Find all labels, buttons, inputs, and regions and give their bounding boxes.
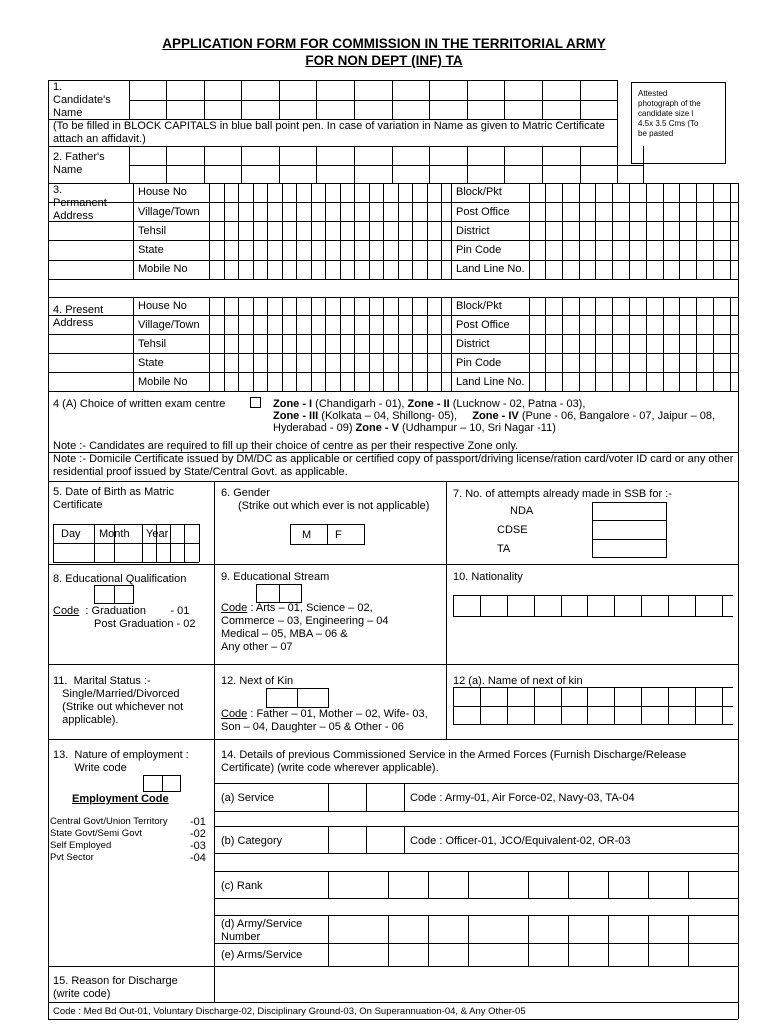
grid-line xyxy=(730,297,731,391)
present-address-field-label: Post Office xyxy=(456,319,510,331)
grid-line xyxy=(428,915,429,966)
grid-line xyxy=(238,183,239,279)
exam-centre-checkbox[interactable] xyxy=(250,397,261,408)
grid-line xyxy=(612,297,613,391)
grid-line xyxy=(545,297,546,391)
grid-line xyxy=(325,297,326,391)
permanent-address-field-label: District xyxy=(456,225,490,237)
grid-line xyxy=(48,334,738,335)
grid-line xyxy=(580,146,581,183)
grid-line xyxy=(354,80,355,119)
grid-line xyxy=(224,297,225,391)
arms-service-label: (e) Arms/Service xyxy=(221,949,303,961)
permanent-address-label: 3. Permanent Address xyxy=(53,184,107,222)
education-code-2: Post Graduation - 02 xyxy=(94,618,196,630)
grid-line xyxy=(48,221,738,222)
grid-line xyxy=(695,595,696,616)
grid-line xyxy=(238,297,239,391)
gender-m-box[interactable]: M xyxy=(290,524,328,545)
grid-line xyxy=(534,687,535,724)
grid-line xyxy=(641,687,642,724)
grid-line xyxy=(296,183,297,279)
domicile-note: Note :- Domicile Certificate issued by DM/DC as applicable or certified copy of passport/driving license/ration card/voter ID card or any other residential proof issued by State/Central Govt. as applicable. xyxy=(53,453,734,478)
present-address-label: 4. Present Address xyxy=(53,304,104,329)
form-title-line2: FOR NON DEPT (INF) TA xyxy=(305,53,463,68)
permanent-address-field-label: State xyxy=(138,244,164,256)
present-address-field-label: House No xyxy=(138,300,187,312)
grid-line xyxy=(311,183,312,279)
grid-line xyxy=(48,353,738,354)
grid-line xyxy=(713,297,714,391)
grid-line xyxy=(427,297,428,391)
grid-line xyxy=(534,595,535,616)
grid-line xyxy=(542,146,543,183)
grid-line xyxy=(429,80,430,119)
grid-line xyxy=(199,524,200,562)
grid-line xyxy=(453,595,733,596)
previous-service-label: 14. Details of previous Commissioned Service in the Armed Forces (Furnish Discharge/Release Certificate) (write code wherever applicable). xyxy=(221,749,687,774)
grid-line xyxy=(253,183,254,279)
grid-line xyxy=(561,595,562,616)
form-title-line1: APPLICATION FORM FOR COMMISSION IN THE TERRITORIAL ARMY xyxy=(162,36,606,51)
grid-line xyxy=(282,297,283,391)
grid-line xyxy=(561,687,562,724)
employment-label: 13. Nature of employment : Write code xyxy=(53,749,189,774)
grid-line xyxy=(53,562,199,563)
grid-line xyxy=(641,595,642,616)
grid-line xyxy=(453,595,454,616)
grid-line xyxy=(663,297,664,391)
grid-line xyxy=(480,687,481,724)
zone-line-1: Zone - I (Chandigarh - 01), Zone - II (Lucknow - 02, Patna - 03), xyxy=(273,398,586,410)
permanent-address-field-label: Village/Town xyxy=(138,206,200,218)
grid-line xyxy=(679,297,680,391)
grid-line xyxy=(53,543,199,544)
grid-line xyxy=(648,871,649,898)
permanent-address-field-label: Land Line No. xyxy=(456,263,525,275)
next-of-kin-codes: Code : Father – 01, Mother – 02, Wife- 03, Son – 04, Daughter – 05 & Other - 06 xyxy=(221,708,428,733)
dob-year-label: Year xyxy=(146,528,169,540)
present-address-field-label: District xyxy=(456,338,490,350)
grid-line xyxy=(354,146,355,183)
grid-line xyxy=(453,616,733,617)
grid-line xyxy=(325,183,326,279)
grid-line xyxy=(595,297,596,391)
grid-line xyxy=(166,80,167,119)
grid-line xyxy=(241,146,242,183)
grid-line xyxy=(614,687,615,724)
grid-line xyxy=(279,80,280,119)
grid-line xyxy=(316,80,317,119)
grid-line xyxy=(568,915,569,966)
education-code-1: Code : Graduation - 01 xyxy=(53,605,190,617)
zone-line-2: Zone - III (Kolkata – 04, Shillong- 05), Zone - IV (Pune - 06, Bangalore - 07, Jaipur – 08, xyxy=(273,410,716,422)
present-address-field-label: Mobile No xyxy=(138,376,188,388)
grid-line xyxy=(587,687,588,724)
nationality-label: 10. Nationality xyxy=(453,571,523,583)
dob-label: 5. Date of Birth as Matric Certificate xyxy=(53,486,175,511)
zone-note: Note :- Candidates are required to fill up their choice of centre as per their respective Zone only. xyxy=(53,440,519,452)
grid-line xyxy=(580,80,581,119)
grid-line xyxy=(279,146,280,183)
employment-code-name: Central Govt/Union Territory xyxy=(50,816,168,827)
candidate-name-label: 1. Candidate's Name xyxy=(53,81,111,119)
grid-line xyxy=(441,297,442,391)
stream-codes: Code : Arts – 01, Science – 02, Commerce – 03, Engineering – 04 Medical – 05, MBA – 06 & Any other – 07 xyxy=(221,602,389,653)
grid-line xyxy=(94,524,95,562)
present-address-field-label: State xyxy=(138,357,164,369)
grid-line xyxy=(340,183,341,279)
service-number-label: (d) Army/Service Number xyxy=(221,918,303,943)
grid-line xyxy=(453,706,733,707)
grid-line xyxy=(663,183,664,279)
permanent-address-field-label: Pin Code xyxy=(456,244,502,256)
employment-code-name: Pvt Sector xyxy=(50,852,94,863)
grid-line xyxy=(480,595,481,616)
grid-line xyxy=(48,297,738,298)
grid-line xyxy=(587,595,588,616)
present-address-field-label: Block/Pkt xyxy=(456,300,502,312)
exam-centre-label: 4 (A) Choice of written exam centre xyxy=(53,398,226,410)
grid-line xyxy=(224,183,225,279)
gender-sub: (Strike out which ever is not applicable) xyxy=(238,500,430,512)
discharge-reason-label: 15. Reason for Discharge (write code) xyxy=(53,975,178,1000)
grid-line xyxy=(629,183,630,279)
grid-line xyxy=(722,595,723,616)
grid-line xyxy=(383,183,384,279)
grid-line xyxy=(646,297,647,391)
grid-line xyxy=(253,297,254,391)
employment-code-value: -01 xyxy=(190,816,206,828)
grid-line xyxy=(562,183,563,279)
grid-line xyxy=(267,297,268,391)
ssb-label: 7. No. of attempts already made in SSB for :- xyxy=(453,488,672,500)
grid-line xyxy=(568,871,569,898)
grid-line xyxy=(648,915,649,966)
grid-line xyxy=(646,183,647,279)
ssb-nda: NDA xyxy=(510,505,534,517)
grid-line xyxy=(204,80,205,119)
grid-line xyxy=(713,183,714,279)
grid-line xyxy=(614,595,615,616)
grid-line xyxy=(579,297,580,391)
grid-line xyxy=(184,524,185,562)
education-label: 8. Educational Qualification xyxy=(53,573,187,585)
grid-line xyxy=(688,871,689,898)
marital-status-label: 11. Marital Status :- Single/Married/Divorced (Strike out whichever not applicable). xyxy=(53,675,184,726)
grid-line xyxy=(282,183,283,279)
present-address-field-label: Pin Code xyxy=(456,357,502,369)
ssb-ta: TA xyxy=(497,543,511,555)
service-codes: Code : Army-01, Air Force-02, Navy-03, TA-04 xyxy=(410,792,635,804)
present-address-field-label: Tehsil xyxy=(138,338,167,350)
grid-line xyxy=(267,183,268,279)
grid-line xyxy=(453,687,733,688)
grid-line xyxy=(311,297,312,391)
grid-line xyxy=(383,297,384,391)
grid-line xyxy=(453,687,454,724)
category-codes: Code : Officer-01, JCO/Equivalent-02, OR-03 xyxy=(410,835,631,847)
permanent-address-field-label: Post Office xyxy=(456,206,510,218)
grid-line xyxy=(668,687,669,724)
employment-code-value: -02 xyxy=(190,828,206,840)
grid-line xyxy=(504,146,505,183)
ssb-attempt-boxes[interactable] xyxy=(592,502,667,558)
grid-line xyxy=(429,146,430,183)
grid-line xyxy=(392,80,393,119)
gender-label: 6. Gender xyxy=(221,487,270,499)
grid-line xyxy=(467,80,468,119)
present-address-field-label: Land Line No. xyxy=(456,376,525,388)
grid-line xyxy=(528,871,529,898)
next-of-kin-label: 12. Next of Kin xyxy=(221,675,294,687)
permanent-address-field-label: Tehsil xyxy=(138,225,167,237)
rank-label: (c) Rank xyxy=(221,880,263,892)
employment-code-value: -03 xyxy=(190,840,206,852)
grid-line xyxy=(48,260,738,261)
permanent-address-field-label: House No xyxy=(138,186,187,198)
father-name-label: 2. Father's Name xyxy=(53,151,105,176)
dob-day-label: Day xyxy=(61,528,81,540)
service-label: (a) Service xyxy=(221,792,275,804)
grid-line xyxy=(696,297,697,391)
grid-line xyxy=(629,297,630,391)
category-label: (b) Category xyxy=(221,835,283,847)
grid-line xyxy=(608,915,609,966)
grid-line xyxy=(696,183,697,279)
grid-line xyxy=(48,372,738,373)
grid-line xyxy=(241,80,242,119)
grid-line xyxy=(328,871,329,898)
grid-line xyxy=(328,915,329,966)
discharge-codes: Code : Med Bd Out-01, Voluntary Discharge-02, Disciplinary Ground-03, On Superannuation-04, & Any Other-05 xyxy=(53,1006,526,1017)
grid-line xyxy=(595,183,596,279)
employment-code-value: -04 xyxy=(190,852,206,864)
grid-line xyxy=(688,915,689,966)
grid-line xyxy=(679,183,680,279)
grid-line xyxy=(354,183,355,279)
grid-line xyxy=(48,279,738,280)
permanent-address-field-label: Block/Pkt xyxy=(456,186,502,198)
permanent-address-field-label: Mobile No xyxy=(138,263,188,275)
grid-line xyxy=(412,183,413,279)
grid-line xyxy=(209,297,210,391)
dob-month-label: Month xyxy=(99,528,130,540)
photo-box xyxy=(631,82,726,164)
grid-line xyxy=(204,146,205,183)
grid-line xyxy=(441,183,442,279)
grid-line xyxy=(296,297,297,391)
grid-line xyxy=(453,724,733,725)
employment-code-title: Employment Code xyxy=(72,793,169,805)
grid-line xyxy=(166,146,167,183)
grid-line xyxy=(545,183,546,279)
present-address-field-label: Village/Town xyxy=(138,319,200,331)
grid-line xyxy=(48,315,738,316)
zone-line-3: Hyderabad - 09) Zone - V (Udhampur – 10, Sri Nagar -11) xyxy=(273,422,556,434)
grid-line xyxy=(392,146,393,183)
grid-line xyxy=(428,871,429,898)
grid-line xyxy=(468,871,469,898)
ssb-cdse: CDSE xyxy=(497,524,528,536)
grid-line xyxy=(468,915,469,966)
grid-line xyxy=(427,183,428,279)
next-of-kin-name-label: 12 (a). Name of next of kin xyxy=(453,675,583,687)
grid-line xyxy=(53,524,54,562)
grid-line xyxy=(170,524,171,562)
grid-line xyxy=(542,80,543,119)
stream-label: 9. Educational Stream xyxy=(221,571,330,583)
grid-line xyxy=(388,915,389,966)
grid-line xyxy=(722,687,723,724)
grid-line xyxy=(507,595,508,616)
grid-line xyxy=(369,297,370,391)
grid-line xyxy=(608,871,609,898)
grid-line xyxy=(528,915,529,966)
grid-line xyxy=(467,146,468,183)
grid-line xyxy=(504,80,505,119)
grid-line xyxy=(562,297,563,391)
grid-line xyxy=(369,183,370,279)
grid-line xyxy=(579,183,580,279)
grid-line xyxy=(398,297,399,391)
grid-line xyxy=(398,183,399,279)
block-capitals-note: (To be filled in BLOCK CAPITALS in blue ball point pen. In case of variation in Name as given to Matric Certificate attach an affidavit.) xyxy=(53,120,605,145)
employment-code-name: State Govt/Semi Govt xyxy=(50,828,142,839)
grid-line xyxy=(617,146,618,183)
grid-line xyxy=(668,595,669,616)
grid-line xyxy=(354,297,355,391)
grid-line xyxy=(48,202,738,203)
photo-box-text: Attested photograph of the candidate size l 4.5x 3.5 Cms (To be pasted xyxy=(638,89,701,138)
grid-line xyxy=(695,687,696,724)
grid-line xyxy=(209,183,210,279)
grid-line xyxy=(53,524,199,525)
grid-line xyxy=(388,871,389,898)
grid-line xyxy=(730,183,731,279)
employment-code-name: Self Employed xyxy=(50,840,112,851)
grid-line xyxy=(316,146,317,183)
gender-f-box[interactable]: F xyxy=(327,524,365,545)
grid-line xyxy=(412,297,413,391)
grid-line xyxy=(340,297,341,391)
grid-line xyxy=(612,183,613,279)
grid-line xyxy=(142,524,143,562)
grid-line xyxy=(48,240,738,241)
grid-line xyxy=(507,687,508,724)
